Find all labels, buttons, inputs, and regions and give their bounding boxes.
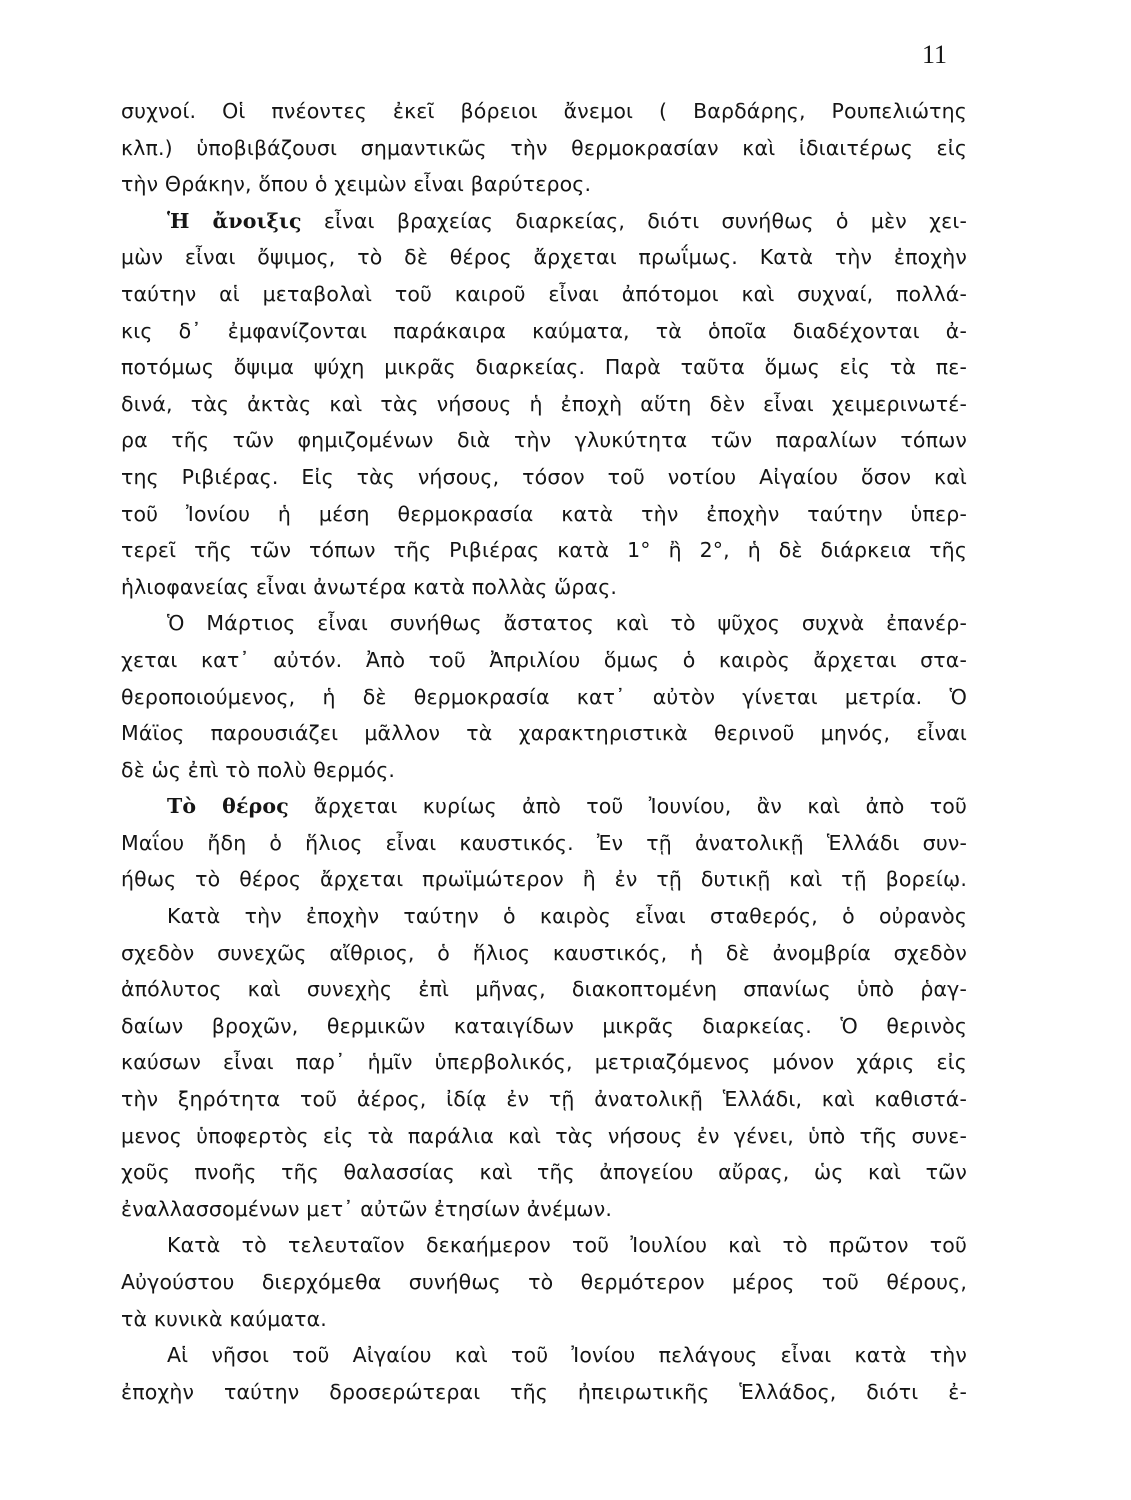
line-text: Αὐγούστου διερχόμεθα συνήθως τὸ θερμότερον μέρος τοῦ θέρους,: [121, 1270, 967, 1294]
line-text: τὰ κυνικὰ καύματα.: [121, 1306, 327, 1331]
line-text: δὲ ὡς ἐπὶ τὸ πολὺ θερμός.: [121, 757, 396, 782]
text-line: [121, 1191, 967, 1228]
text-line: [121, 130, 967, 167]
line-text: συχνοί. Οἱ πνέοντες ἐκεῖ βόρειοι ἄνεμοι ( Βαρδάρης, Ρουπελιώτης: [121, 99, 967, 123]
text-line: [121, 313, 967, 350]
line-text: σχεδὸν συνεχῶς αἴθριος, ὁ ἥλιος καυστικός, ἡ δὲ ἀνομβρία σχεδὸν: [121, 940, 967, 965]
text-line: [121, 1008, 967, 1045]
text-line: [121, 679, 967, 716]
text-line: [121, 1301, 967, 1338]
line-text: ποτόμως ὄψιμα ψύχη μικρᾶς διαρκείας. Παρὰ ταῦτα ὅμως εἰς τὰ πε-: [121, 355, 967, 380]
line-text: χοῦς πνοῆς τῆς θαλασσίας καὶ τῆς ἀπογείου αὔρας, ὡς καὶ τῶν: [121, 1160, 967, 1185]
text-line: [121, 1081, 967, 1118]
line-text: τὴν Θράκην, ὅπου ὁ χειμὼν εἶναι βαρύτερος.: [121, 172, 592, 197]
text-line: [121, 386, 967, 423]
text-line: [121, 349, 967, 386]
text-line: [121, 1044, 967, 1081]
text-line: [121, 788, 967, 825]
bold-term: Ἡ ἄνοιξις: [167, 208, 302, 233]
line-text: της Ριβιέρας. Εἰς τὰς νήσους, τόσον τοῦ νοτίου Αἰγαίου ὅσον καὶ: [121, 464, 967, 489]
line-text: δινά, τὰς ἀκτὰς καὶ τὰς νήσους ἡ ἐποχὴ αὕτη δὲν εἶναι χειμερινωτέ-: [121, 391, 967, 416]
text-line: [121, 203, 967, 240]
text-line: [121, 422, 967, 459]
text-line: [121, 1374, 967, 1411]
text-line: [121, 605, 967, 642]
bold-term: Τὸ θέρος: [167, 794, 289, 819]
line-text: Ὁ Μάρτιος εἶναι συνήθως ἄστατος καὶ τὸ ψῦχος συχνὰ ἐπανέρ-: [167, 611, 967, 636]
text-line: [121, 642, 967, 679]
line-text: Κατὰ τὴν ἐποχὴν ταύτην ὁ καιρὸς εἶναι σταθερός, ὁ οὐρανὸς: [167, 904, 967, 929]
line-text: θεροποιούμενος, ἡ δὲ θερμοκρασία κατ᾽ αὐτὸν γίνεται μετρία. Ὁ: [121, 684, 967, 709]
text-line: [121, 459, 967, 496]
line-text: ήθως τὸ θέρος ἄρχεται πρωϊμώτερον ἢ ἐν τῇ δυτικῇ καὶ τῇ βορείῳ.: [121, 867, 967, 892]
line-text: τὴν ξηρότητα τοῦ ἀέρος, ἰδίᾳ ἐν τῇ ἀνατολικῇ Ἑλλάδι, καὶ καθιστά-: [121, 1087, 967, 1112]
line-text: ἀπόλυτος καὶ συνεχὴς ἐπὶ μῆνας, διακοπτομένη σπανίως ὑπὸ ῥαγ-: [121, 977, 967, 1002]
line-text: κλπ.) ὑποβιβάζουσι σημαντικῶς τὴν θερμοκρασίαν καὶ ἰδιαιτέρως εἰς: [121, 135, 967, 160]
text-line: [121, 715, 967, 752]
line-text: ἄρχεται κυρίως ἀπὸ τοῦ Ἰουνίου, ἂν καὶ ἀπὸ τοῦ: [288, 794, 967, 819]
line-text: δαίων βροχῶν, θερμικῶν καταιγίδων μικρᾶς διαρκείας. Ὁ θερινὸς: [121, 1013, 967, 1038]
line-text: ρα τῆς τῶν φημιζομένων διὰ τὴν γλυκύτητα τῶν παραλίων τόπων: [121, 428, 967, 453]
text-line: [121, 935, 967, 972]
line-text: Μάϊος παρουσιάζει μᾶλλον τὰ χαρακτηριστικὰ θερινοῦ μηνός, εἶναι: [121, 721, 967, 746]
line-text: τερεῖ τῆς τῶν τόπων τῆς Ριβιέρας κατὰ 1° ἢ 2°, ἡ δὲ διάρκεια τῆς: [121, 538, 967, 563]
text-line: [121, 532, 967, 569]
line-text: Αἱ νῆσοι τοῦ Αἰγαίου καὶ τοῦ Ἰονίου πελάγους εἶναι κατὰ τὴν: [167, 1343, 967, 1368]
text-line: [121, 861, 967, 898]
line-text: μὼν εἶναι ὄψιμος, τὸ δὲ θέρος ἄρχεται πρωΐμως. Κατὰ τὴν ἐποχὴν: [121, 245, 967, 270]
text-line: [121, 1337, 967, 1374]
text-line: [121, 971, 967, 1008]
text-line: [121, 1227, 967, 1264]
text-line: [121, 752, 967, 789]
page-number: 11: [922, 40, 948, 69]
line-text: ταύτην αἱ μεταβολαὶ τοῦ καιροῦ εἶναι ἀπότομοι καὶ συχναί, πολλά-: [121, 281, 967, 306]
text-line: [121, 825, 967, 862]
line-text: ἡλιοφανείας εἶναι ἀνωτέρα κατὰ πολλὰς ὥρας.: [121, 574, 618, 599]
text-line: [121, 239, 967, 276]
text-line: [121, 1264, 967, 1301]
text-line: [121, 276, 967, 313]
line-text: καύσων εἶναι παρ᾽ ἡμῖν ὑπερβολικός, μετριαζόμενος μόνον χάρις εἰς: [121, 1050, 967, 1075]
line-text: ἐποχὴν ταύτην δροσερώτεραι τῆς ἠπειρωτικῆς Ἑλλάδος, διότι ἐ-: [121, 1379, 967, 1404]
text-line: [121, 496, 967, 533]
line-text: Μαΐου ἤδη ὁ ἥλιος εἶναι καυστικός. Ἐν τῇ ἀνατολικῇ Ἑλλάδι συν-: [121, 830, 967, 855]
line-text: τοῦ Ἰονίου ἡ μέση θερμοκρασία κατὰ τὴν ἐποχὴν ταύτην ὑπερ-: [121, 501, 967, 526]
text-line: [121, 1118, 967, 1155]
line-text: Κατὰ τὸ τελευταῖον δεκαήμερον τοῦ Ἰουλίου καὶ τὸ πρῶτον τοῦ: [167, 1233, 967, 1258]
text-line: [121, 1154, 967, 1191]
text-line: [121, 166, 967, 203]
line-text: μενος ὑποφερτὸς εἰς τὰ παράλια καὶ τὰς νήσους ἐν γένει, ὑπὸ τῆς συνε-: [121, 1123, 967, 1148]
line-text: χεται κατ᾽ αὐτόν. Ἀπὸ τοῦ Ἀπριλίου ὅμως ὁ καιρὸς ἄρχεται στα-: [121, 647, 967, 672]
line-text: κις δ᾽ ἐμφανίζονται παράκαιρα καύματα, τὰ ὁποῖα διαδέχονται ἀ-: [121, 318, 967, 343]
text-line: [121, 898, 967, 935]
text-line: [121, 569, 967, 606]
line-text: ἐναλλασσομένων μετ᾽ αὐτῶν ἐτησίων ἀνέμων.: [121, 1196, 612, 1221]
line-text: εἶναι βραχείας διαρκείας, διότι συνήθως ὁ μὲν χει-: [301, 208, 967, 233]
text-line: [121, 93, 967, 130]
body-text: [121, 93, 967, 1410]
